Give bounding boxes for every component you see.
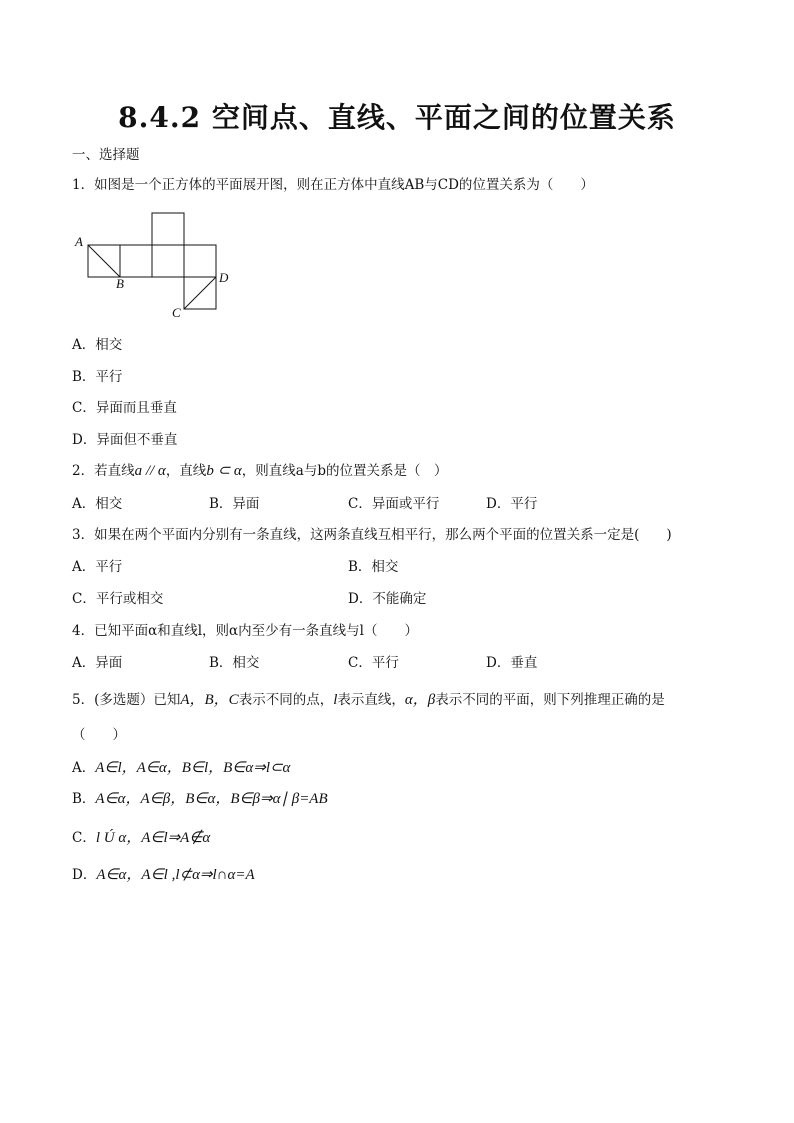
q2-stem-mid: ，直线 [165, 463, 207, 479]
q5-math-1: A，B，C [180, 692, 239, 708]
q1-option-b: B．平行 [72, 369, 123, 385]
label-D: D [219, 270, 229, 285]
q5-stem-c: 表示直线， [337, 692, 405, 708]
q2-stem-post: ，则直线a与b的位置关系是（ ） [241, 463, 448, 479]
page-title: 8.4.2 空间点、直线、平面之间的位置关系 [118, 101, 676, 134]
question-2-stem [72, 462, 447, 480]
q2-option-c: C．异面或平行 [348, 496, 440, 512]
q5-math-3: α，β [404, 692, 436, 708]
q5-option-c [72, 829, 210, 847]
q5-option-c-math: l Ú α，A∈l⇒A∉α [95, 830, 211, 846]
q2-option-d: D．平行 [486, 496, 538, 512]
question-5-stem [72, 691, 665, 709]
section-heading: 一、选择题 [72, 147, 140, 163]
q2-stem-pre: 2．若直线 [72, 463, 135, 479]
label-B: B [116, 276, 124, 291]
question-4-stem: 4．已知平面α和直线l，则α内至少有一条直线与l（ ） [72, 623, 418, 639]
q5-option-d-math: A∈α，A∈l ,l⊄α⇒l∩α=A [96, 867, 255, 883]
q3-option-a: A．平行 [72, 559, 123, 575]
question-3-stem: 3．如果在两个平面内分别有一条直线，这两条直线互相平行，那么两个平面的位置关系一定是( ) [72, 527, 672, 543]
cube-net-figure [72, 206, 242, 324]
q5-option-a-label: A． [72, 760, 96, 776]
q5-stem-b: 表示不同的点， [238, 692, 334, 708]
q5-answer-paren: （ ） [72, 727, 126, 743]
q5-stem-a: 5．(多选题）已知 [72, 692, 181, 708]
q5-option-b-label: B． [72, 791, 96, 807]
q4-option-c: C．平行 [348, 655, 399, 671]
q5-option-b [72, 790, 328, 808]
q5-option-a-math: A∈l，A∈α，B∈l，B∈α⇒l⊂α [95, 760, 291, 776]
q3-option-b: B．相交 [348, 559, 399, 575]
label-A: A [75, 234, 83, 249]
q5-option-a [72, 759, 290, 777]
q2-math-2: b ⊂ α [206, 463, 242, 479]
q5-math-2: l [333, 692, 338, 708]
q1-option-d: D．异面但不垂直 [72, 432, 178, 448]
q1-option-c: C．异面而且垂直 [72, 400, 177, 416]
q5-option-c-label: C． [72, 830, 96, 846]
q2-option-a: A．相交 [72, 496, 123, 512]
q2-option-b: B．异面 [209, 496, 260, 512]
q3-option-c: C．平行或相交 [72, 591, 164, 607]
q4-option-d: D．垂直 [486, 655, 538, 671]
label-C: C [172, 305, 181, 320]
q5-stem-d: 表示不同的平面，则下列推理正确的是 [435, 692, 665, 708]
q3-option-d: D．不能确定 [348, 591, 427, 607]
q4-option-b: B．相交 [209, 655, 260, 671]
q4-option-a: A．异面 [72, 655, 123, 671]
q1-option-a: A．相交 [72, 337, 123, 353]
q2-math-1: a // α [134, 463, 166, 479]
q5-option-d-label: D． [72, 867, 97, 883]
q5-option-b-math: A∈α，A∈β，B∈α，B∈β⇒α∣ β=AB [95, 791, 328, 807]
q5-option-d [72, 866, 255, 884]
question-1-stem: 1．如图是一个正方体的平面展开图，则在正方体中直线AB与CD的位置关系为（ ） [72, 177, 594, 193]
